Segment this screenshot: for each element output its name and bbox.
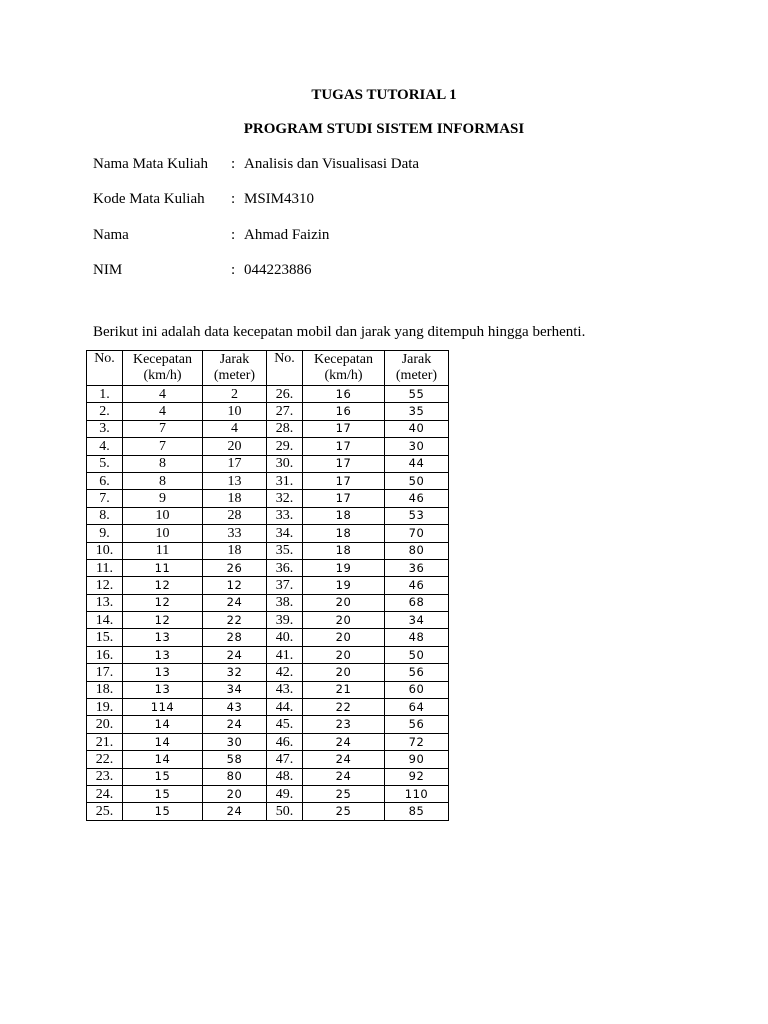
distance-cell: 24: [203, 716, 267, 733]
table-row: [87, 403, 449, 420]
table-row: [87, 681, 449, 698]
distance-cell: 46: [385, 490, 449, 507]
row-number-cell: 2.: [87, 403, 123, 420]
table-row: [87, 490, 449, 507]
row-number-cell: 44.: [267, 699, 303, 716]
distance-cell: 33: [203, 525, 267, 542]
distance-cell: 68: [385, 594, 449, 611]
table-row: [87, 785, 449, 802]
distance-cell: 22: [203, 612, 267, 629]
distance-cell: 35: [385, 403, 449, 420]
distance-cell: 24: [203, 594, 267, 611]
distance-cell: 18: [203, 542, 267, 559]
row-number-cell: 26.: [267, 386, 303, 403]
distance-cell: 50: [385, 646, 449, 663]
speed-cell: 19: [303, 559, 385, 576]
distance-cell: 24: [203, 646, 267, 663]
row-number-cell: 5.: [87, 455, 123, 472]
row-number-cell: 14.: [87, 612, 123, 629]
speed-cell: 20: [303, 664, 385, 681]
distance-cell: 34: [385, 612, 449, 629]
row-number-cell: 6.: [87, 472, 123, 489]
table-row: [87, 438, 449, 455]
row-number-cell: 21.: [87, 733, 123, 750]
info-colon: :: [231, 262, 236, 278]
speed-cell: 14: [123, 716, 203, 733]
distance-cell: 13: [203, 472, 267, 489]
table-row: [87, 455, 449, 472]
row-number-cell: 46.: [267, 733, 303, 750]
table-row: [87, 646, 449, 663]
table-row: [87, 629, 449, 646]
speed-cell: 8: [123, 472, 203, 489]
speed-cell: 21: [303, 681, 385, 698]
speed-cell: 15: [123, 768, 203, 785]
speed-cell: 10: [123, 525, 203, 542]
distance-cell: 90: [385, 751, 449, 768]
distance-cell: 30: [203, 733, 267, 750]
table-row: [87, 594, 449, 611]
row-number-cell: 45.: [267, 716, 303, 733]
row-number-cell: 10.: [87, 542, 123, 559]
speed-cell: 10: [123, 507, 203, 524]
distance-cell: 24: [203, 803, 267, 820]
row-number-cell: 41.: [267, 646, 303, 663]
table-row: [87, 733, 449, 750]
speed-cell: 12: [123, 612, 203, 629]
speed-cell: 9: [123, 490, 203, 507]
distance-cell: 80: [203, 768, 267, 785]
table-header-row: [87, 351, 449, 386]
speed-cell: 18: [303, 507, 385, 524]
distance-cell: 56: [385, 664, 449, 681]
distance-cell: 36: [385, 559, 449, 576]
row-number-cell: 33.: [267, 507, 303, 524]
distance-cell: 20: [203, 785, 267, 802]
speed-cell: 20: [303, 612, 385, 629]
table-row: [87, 386, 449, 403]
row-number-cell: 11.: [87, 559, 123, 576]
distance-cell: 40: [385, 420, 449, 437]
distance-cell: 58: [203, 751, 267, 768]
header-no: No.: [267, 351, 303, 386]
row-number-cell: 8.: [87, 507, 123, 524]
table-row: [87, 664, 449, 681]
info-value: 044223886: [244, 262, 312, 278]
row-number-cell: 35.: [267, 542, 303, 559]
speed-cell: 4: [123, 386, 203, 403]
distance-cell: 53: [385, 507, 449, 524]
speed-cell: 17: [303, 455, 385, 472]
speed-cell: 24: [303, 733, 385, 750]
row-number-cell: 1.: [87, 386, 123, 403]
info-value: MSIM4310: [244, 191, 315, 207]
row-number-cell: 40.: [267, 629, 303, 646]
speed-cell: 24: [303, 768, 385, 785]
info-label: Kode Mata Kuliah: [93, 191, 205, 207]
program-title: PROGRAM STUDI SISTEM INFORMASI: [243, 121, 525, 137]
row-number-cell: 50.: [267, 803, 303, 820]
row-number-cell: 15.: [87, 629, 123, 646]
speed-cell: 24: [303, 751, 385, 768]
speed-cell: 20: [303, 646, 385, 663]
row-number-cell: 4.: [87, 438, 123, 455]
distance-cell: 50: [385, 472, 449, 489]
distance-cell: 12: [203, 577, 267, 594]
row-number-cell: 37.: [267, 577, 303, 594]
row-number-cell: 20.: [87, 716, 123, 733]
distance-cell: 28: [203, 507, 267, 524]
distance-cell: 18: [203, 490, 267, 507]
row-number-cell: 9.: [87, 525, 123, 542]
speed-cell: 13: [123, 664, 203, 681]
speed-cell: 11: [123, 559, 203, 576]
header-no: No.: [87, 351, 123, 386]
table-row: [87, 699, 449, 716]
info-value: Ahmad Faizin: [244, 227, 330, 243]
speed-cell: 17: [303, 490, 385, 507]
table-row: [87, 751, 449, 768]
header-distance: Jarak (meter): [203, 351, 267, 386]
distance-cell: 48: [385, 629, 449, 646]
distance-cell: 92: [385, 768, 449, 785]
distance-cell: 28: [203, 629, 267, 646]
speed-cell: 114: [123, 699, 203, 716]
info-label: Nama: [93, 227, 129, 243]
row-number-cell: 31.: [267, 472, 303, 489]
row-number-cell: 22.: [87, 751, 123, 768]
distance-cell: 10: [203, 403, 267, 420]
speed-cell: 14: [123, 751, 203, 768]
row-number-cell: 17.: [87, 664, 123, 681]
speed-cell: 13: [123, 646, 203, 663]
distance-cell: 17: [203, 455, 267, 472]
table-row: [87, 420, 449, 437]
row-number-cell: 42.: [267, 664, 303, 681]
row-number-cell: 38.: [267, 594, 303, 611]
speed-cell: 25: [303, 785, 385, 802]
intro-paragraph: Berikut ini adalah data kecepatan mobil dan jarak yang ditempuh hingga berhenti.: [93, 324, 586, 340]
speed-cell: 4: [123, 403, 203, 420]
table-row: [87, 612, 449, 629]
distance-cell: 34: [203, 681, 267, 698]
row-number-cell: 13.: [87, 594, 123, 611]
row-number-cell: 18.: [87, 681, 123, 698]
speed-cell: 17: [303, 472, 385, 489]
info-colon: :: [231, 227, 236, 243]
table-row: [87, 542, 449, 559]
speed-cell: 17: [303, 420, 385, 437]
table-row: [87, 559, 449, 576]
speed-cell: 7: [123, 420, 203, 437]
distance-cell: 56: [385, 716, 449, 733]
row-number-cell: 25.: [87, 803, 123, 820]
table-row: [87, 716, 449, 733]
row-number-cell: 32.: [267, 490, 303, 507]
row-number-cell: 30.: [267, 455, 303, 472]
table-row: [87, 507, 449, 524]
speed-cell: 20: [303, 629, 385, 646]
table-row: [87, 525, 449, 542]
speed-cell: 18: [303, 525, 385, 542]
speed-cell: 16: [303, 403, 385, 420]
speed-distance-table: [86, 350, 449, 821]
table-row: [87, 472, 449, 489]
info-colon: :: [231, 156, 236, 172]
speed-cell: 18: [303, 542, 385, 559]
header-speed: Kecepatan (km/h): [123, 351, 203, 386]
distance-cell: 72: [385, 733, 449, 750]
row-number-cell: 3.: [87, 420, 123, 437]
row-number-cell: 36.: [267, 559, 303, 576]
row-number-cell: 43.: [267, 681, 303, 698]
speed-cell: 16: [303, 386, 385, 403]
distance-cell: 70: [385, 525, 449, 542]
row-number-cell: 34.: [267, 525, 303, 542]
speed-cell: 25: [303, 803, 385, 820]
speed-cell: 11: [123, 542, 203, 559]
info-label: NIM: [93, 262, 123, 278]
distance-cell: 80: [385, 542, 449, 559]
speed-cell: 8: [123, 455, 203, 472]
row-number-cell: 29.: [267, 438, 303, 455]
row-number-cell: 23.: [87, 768, 123, 785]
document-title: TUGAS TUTORIAL 1: [311, 87, 457, 103]
table-row: [87, 577, 449, 594]
header-speed: Kecepatan (km/h): [303, 351, 385, 386]
distance-cell: 2: [203, 386, 267, 403]
speed-cell: 7: [123, 438, 203, 455]
distance-cell: 110: [385, 785, 449, 802]
distance-cell: 64: [385, 699, 449, 716]
distance-cell: 60: [385, 681, 449, 698]
speed-cell: 19: [303, 577, 385, 594]
speed-cell: 12: [123, 577, 203, 594]
distance-cell: 85: [385, 803, 449, 820]
row-number-cell: 39.: [267, 612, 303, 629]
table-row: [87, 768, 449, 785]
info-colon: :: [231, 191, 236, 207]
speed-cell: 13: [123, 681, 203, 698]
table-row: [87, 803, 449, 820]
info-label: Nama Mata Kuliah: [93, 156, 208, 172]
row-number-cell: 12.: [87, 577, 123, 594]
speed-cell: 22: [303, 699, 385, 716]
speed-cell: 20: [303, 594, 385, 611]
speed-cell: 14: [123, 733, 203, 750]
distance-cell: 20: [203, 438, 267, 455]
distance-cell: 43: [203, 699, 267, 716]
speed-cell: 23: [303, 716, 385, 733]
row-number-cell: 27.: [267, 403, 303, 420]
row-number-cell: 28.: [267, 420, 303, 437]
row-number-cell: 16.: [87, 646, 123, 663]
distance-cell: 4: [203, 420, 267, 437]
distance-cell: 32: [203, 664, 267, 681]
distance-cell: 55: [385, 386, 449, 403]
row-number-cell: 48.: [267, 768, 303, 785]
row-number-cell: 7.: [87, 490, 123, 507]
distance-cell: 30: [385, 438, 449, 455]
speed-cell: 17: [303, 438, 385, 455]
speed-cell: 13: [123, 629, 203, 646]
header-distance: Jarak (meter): [385, 351, 449, 386]
info-value: Analisis dan Visualisasi Data: [244, 156, 420, 172]
row-number-cell: 24.: [87, 785, 123, 802]
speed-cell: 15: [123, 803, 203, 820]
distance-cell: 44: [385, 455, 449, 472]
row-number-cell: 19.: [87, 699, 123, 716]
distance-cell: 46: [385, 577, 449, 594]
speed-cell: 15: [123, 785, 203, 802]
row-number-cell: 47.: [267, 751, 303, 768]
row-number-cell: 49.: [267, 785, 303, 802]
speed-cell: 12: [123, 594, 203, 611]
distance-cell: 26: [203, 559, 267, 576]
